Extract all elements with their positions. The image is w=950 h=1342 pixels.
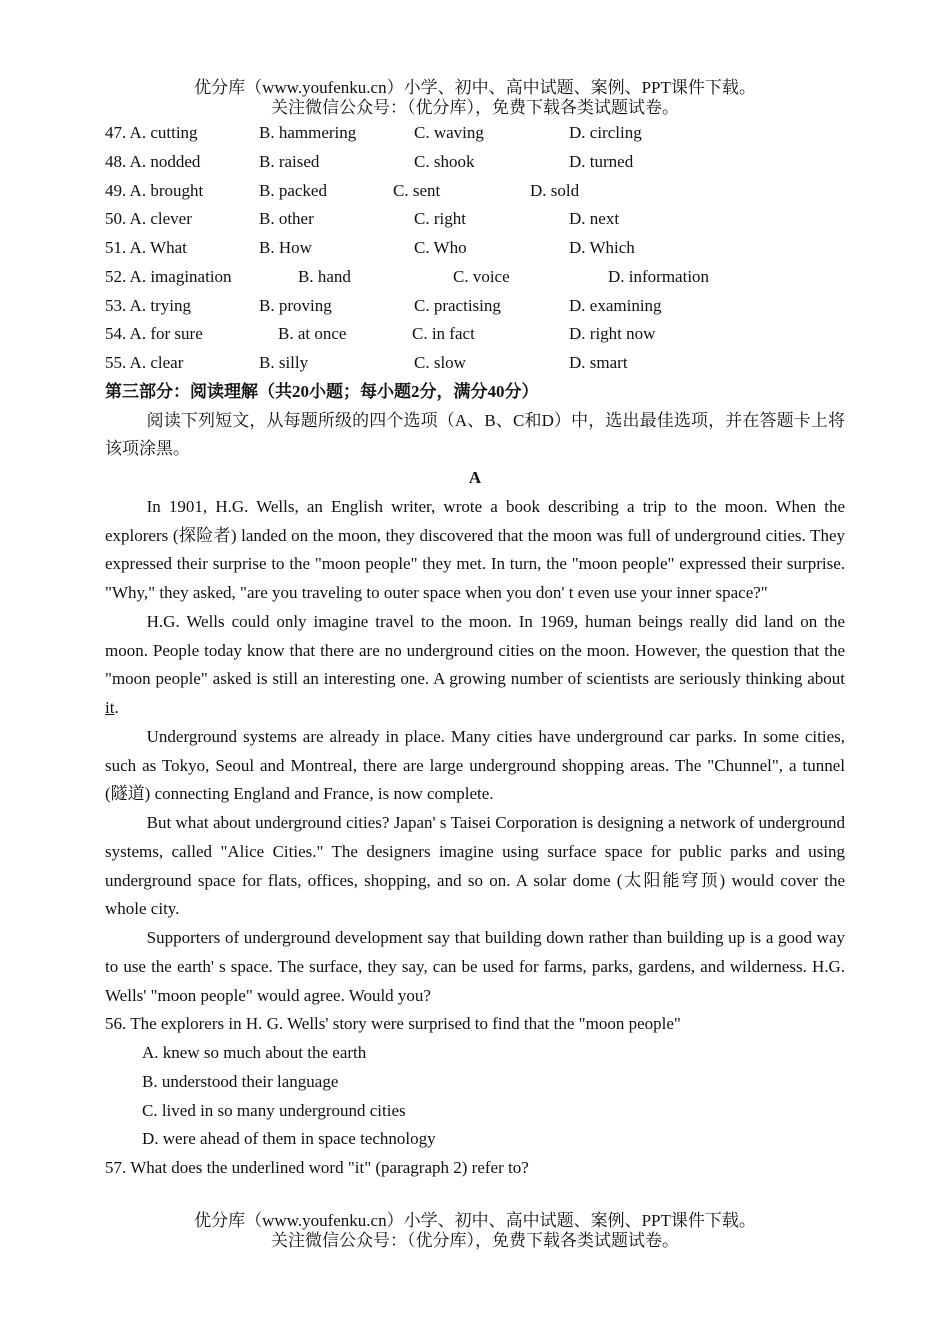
header-line-1: 优分库（www.youfenku.cn）小学、初中、高中试题、案例、PPT课件下载。	[194, 78, 756, 97]
option-row-50	[105, 205, 845, 234]
page-footer	[0, 1211, 950, 1251]
option-d: D. right now	[569, 324, 656, 344]
option-a: 47. A. cutting	[105, 123, 198, 142]
option-d: D. turned	[569, 151, 634, 171]
passage-paragraph-2	[105, 608, 845, 723]
option-a: 52. A. imagination	[105, 266, 232, 286]
option-b: B. How	[259, 238, 312, 257]
paragraph-2-text: H.G. Wells could only imagine travel to the moon. In 1969, human beings really did land on the moon. People today know that there are no underground cities on the moon. However, the question that the "moon people" asked is still an interesting one. A growing number of scientists are seriously thinking about	[105, 611, 845, 689]
option-b: B. at once	[278, 324, 347, 344]
underlined-word: it	[105, 698, 115, 717]
passage-paragraph-4: But what about underground cities? Japan' s Taisei Corporation is designing a network of underground systems, called "Alice Cities." The designers imagine using surface space for public parks and using underground space for flats, offices, shopping, and so on. A solar dome (太阳能穹顶) would cover the whole city.	[105, 813, 845, 919]
option-row-49	[105, 177, 845, 206]
option-a: 54. A. for sure	[105, 324, 203, 344]
option-b: B. packed	[259, 180, 327, 200]
page-content	[105, 119, 845, 1183]
question-56-choice-a: A. knew so much about the earth	[142, 1043, 367, 1062]
option-c: C. shook	[414, 151, 475, 171]
question-56-choice-d: D. were ahead of them in space technology	[142, 1129, 436, 1149]
option-c: C. in fact	[412, 324, 475, 344]
option-d: D. circling	[569, 123, 642, 142]
question-56-choice-b: B. understood their language	[142, 1071, 339, 1091]
section-instruction: 阅读下列短文，从每题所级的四个选项（A、B、C和D）中，选出最佳选项，并在答题卡上将该项涂黑。	[105, 410, 845, 459]
option-c: C. Who	[414, 238, 467, 257]
header-line-2: 关注微信公众号：（优分库），免费下载各类试题试卷。	[271, 98, 679, 117]
option-b: B. proving	[259, 295, 332, 315]
option-c: C. slow	[414, 353, 466, 372]
passage-paragraph-1: In 1901, H.G. Wells, an English writer, wrote a book describing a trip to the moon. When the explorers (探险者) landed on the moon, they discovered that the moon was full of underground cities. They expressed their surprise to the "moon people" they met. In turn, the "moon people" expressed their surprise. "Why," they asked, "are you traveling to outer space when you don' t even use your inner space?"	[105, 496, 845, 602]
option-b: B. other	[259, 209, 314, 229]
option-d: D. examining	[569, 295, 662, 315]
question-57-stem: 57. What does the underlined word "it" (paragraph 2) refer to?	[105, 1158, 529, 1177]
question-56-choice-c: C. lived in so many underground cities	[142, 1100, 406, 1120]
option-a: 49. A. brought	[105, 180, 204, 200]
cloze-options	[105, 119, 845, 378]
option-a: 50. A. clever	[105, 209, 192, 229]
option-a: 55. A. clear	[105, 353, 184, 372]
paragraph-2-end: .	[114, 698, 119, 717]
option-b: B. silly	[259, 353, 309, 372]
option-a: 53. A. trying	[105, 295, 191, 315]
footer-line-2: 关注微信公众号：（优分库），免费下载各类试题试卷。	[271, 1231, 679, 1250]
passage-paragraph-5: Supporters of underground development say that building down rather than building up is a good way to use the earth' s space. The surface, they say, can be used for farms, parks, gardens, and wilderness. H.G. Wells' "moon people" would agree. Would you?	[105, 928, 845, 1005]
option-d: D. next	[569, 209, 620, 229]
option-b: B. raised	[259, 151, 320, 171]
option-a: 51. A. What	[105, 238, 187, 257]
passage-label: A	[468, 468, 482, 487]
option-d: D. smart	[569, 353, 628, 372]
option-d: D. Which	[569, 238, 635, 257]
option-row-48	[105, 148, 845, 177]
option-row-52	[105, 263, 845, 292]
option-row-55	[105, 349, 845, 378]
question-56-stem: 56. The explorers in H. G. Wells' story were surprised to find that the "moon people"	[105, 1014, 681, 1034]
option-d: D. sold	[530, 180, 580, 200]
option-row-53	[105, 292, 845, 321]
option-row-47	[105, 119, 845, 148]
page-header	[0, 78, 950, 118]
section-title: 第三部分：阅读理解（共20小题；每小题2分，满分40分）	[105, 381, 539, 401]
option-c: C. waving	[414, 123, 484, 142]
option-b: B. hammering	[259, 123, 357, 142]
option-a: 48. A. nodded	[105, 151, 201, 171]
option-b: B. hand	[298, 266, 351, 286]
option-c: C. sent	[393, 180, 441, 200]
option-row-51	[105, 234, 845, 263]
option-c: C. right	[414, 209, 466, 229]
option-d: D. information	[608, 266, 710, 286]
footer-line-1: 优分库（www.youfenku.cn）小学、初中、高中试题、案例、PPT课件下载。	[194, 1211, 756, 1230]
option-row-54	[105, 320, 845, 349]
passage-paragraph-3: Underground systems are already in place. Many cities have underground car parks. In some cities, such as Tokyo, Seoul and Montreal, there are large underground shopping areas. The "Chunnel", a tunnel (隧道) connecting England and France, is now complete.	[105, 726, 845, 804]
option-c: C. practising	[414, 295, 501, 315]
option-c: C. voice	[453, 266, 510, 286]
